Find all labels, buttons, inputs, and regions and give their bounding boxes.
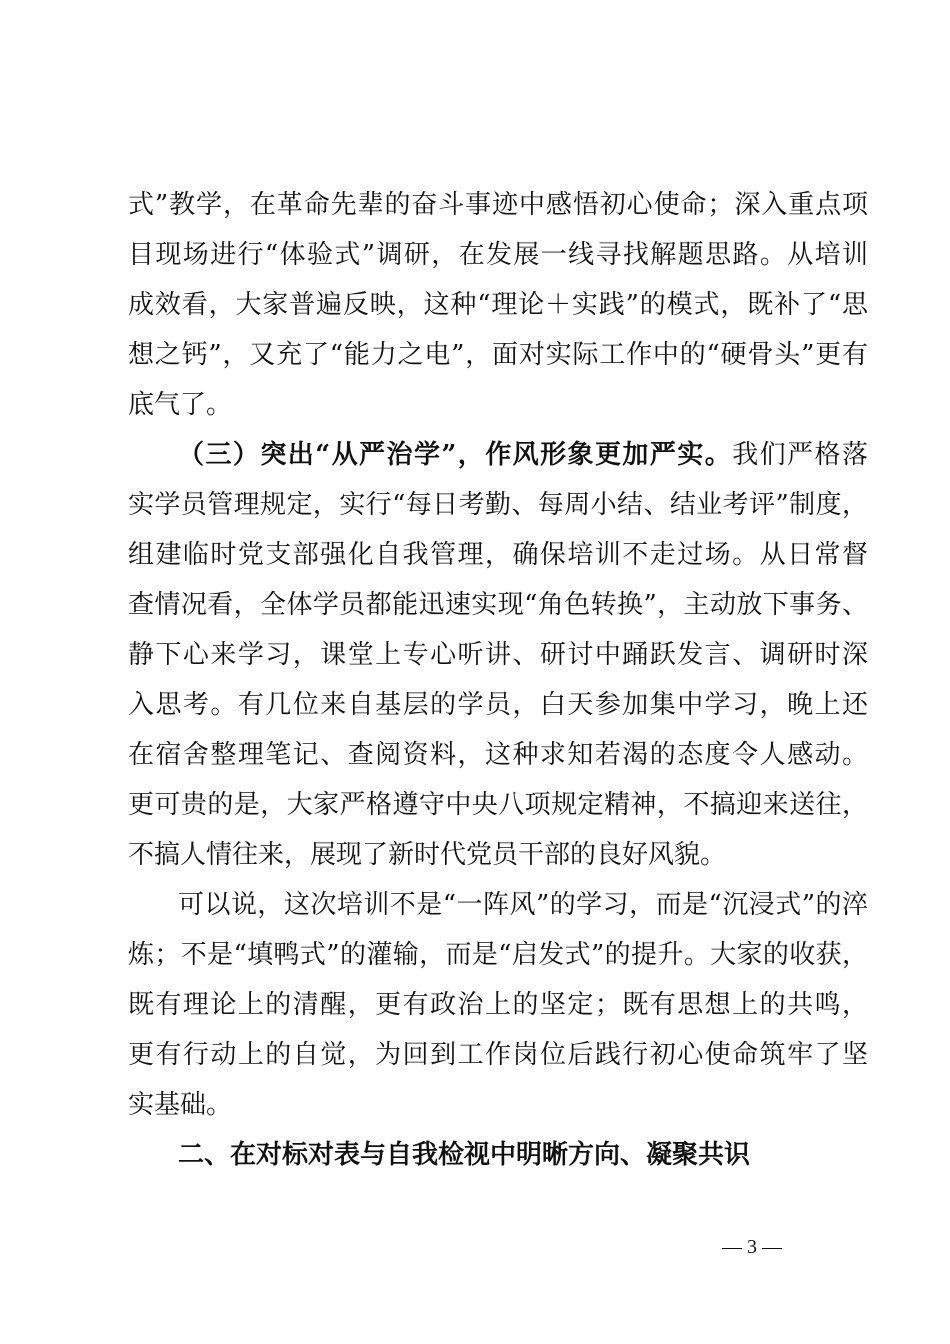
paragraph-line: 炼；不是“填鸭式”的灌输，而是“启发式”的提升。大家的收获，: [128, 940, 868, 970]
paragraph-line: 在宿舍整理笔记、查阅资料，这种求知若渴的态度令人感动。: [128, 740, 868, 770]
subsection-title: （三）突出“从严治学”，作风形象更加严实。: [178, 440, 733, 470]
paragraph-line: 想之钙”，又充了“能力之电”，面对实际工作中的“硬骨头”更有: [128, 340, 868, 370]
paragraph-line: 静下心来学习，课堂上专心听讲、研讨中踊跃发言、调研时深: [128, 640, 868, 670]
paragraph-line: 入思考。有几位来自基层的学员，白天参加集中学习，晚上还: [128, 690, 868, 720]
paragraph-line: 目现场进行“体验式”调研，在发展一线寻找解题思路。从培训: [128, 240, 868, 270]
paragraph-line: 实学员管理规定，实行“每日考勤、每周小结、结业考评”制度，: [128, 490, 868, 520]
paragraph-line: 实基础。: [128, 1090, 233, 1120]
paragraph-line: 既有理论上的清醒，更有政治上的坚定；既有思想上的共鸣，: [128, 990, 868, 1020]
paragraph-line: 更可贵的是，大家严格遵守中央八项规定精神，不搞迎来送往，: [128, 790, 868, 820]
paragraph-line: 查情况看，全体学员都能迅速实现“角色转换”，主动放下事务、: [128, 590, 868, 620]
paragraph-line: 底气了。: [128, 390, 233, 420]
paragraph-lead-text: 我们严格落: [732, 440, 868, 470]
paragraph-line: 式”教学，在革命先辈的奋斗事迹中感悟初心使命；深入重点项: [128, 190, 868, 220]
paragraph-line: 成效看，大家普遍反映，这种“理论＋实践”的模式，既补了“思: [128, 290, 868, 320]
paragraph-line: 可以说，这次培训不是“一阵风”的学习，而是“沉浸式”的淬: [178, 890, 868, 920]
paragraph-lead-line: [178, 430, 868, 480]
paragraph-line: 更有行动上的自觉，为回到工作岗位后践行初心使命筑牢了坚: [128, 1040, 868, 1070]
paragraph-line: 不搞人情往来，展现了新时代党员干部的良好风貌。: [128, 840, 727, 870]
page-number: — 3 —: [722, 1236, 782, 1258]
paragraph-line: 组建临时党支部强化自我管理，确保培训不走过场。从日常督: [128, 540, 868, 570]
section-heading: 二、在对标对表与自我检视中明晰方向、凝聚共识: [178, 1140, 751, 1170]
